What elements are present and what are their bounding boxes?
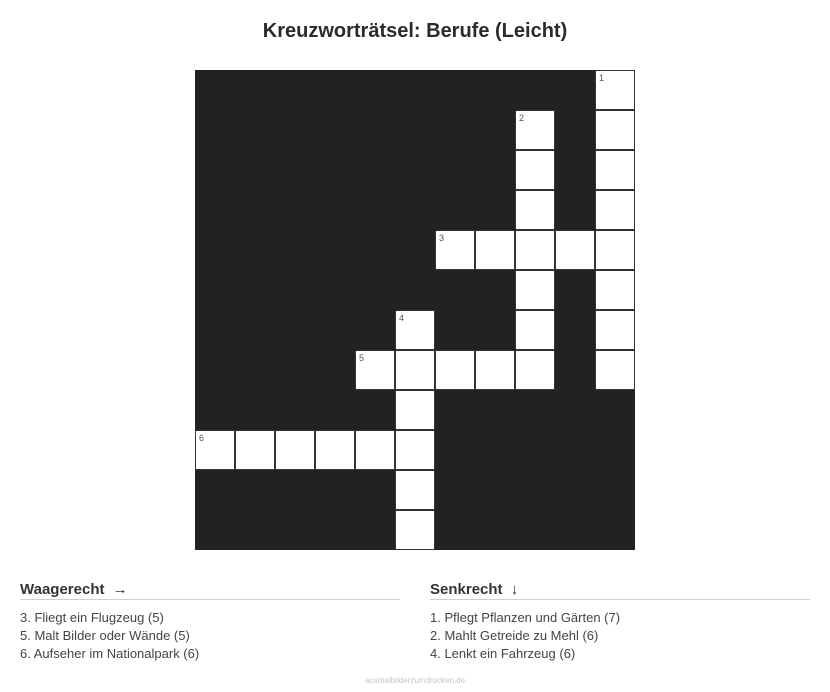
across-heading-label: Waagerecht — [20, 581, 105, 598]
grid-cell[interactable] — [355, 350, 395, 390]
grid-cell[interactable] — [595, 190, 635, 230]
grid-cell[interactable] — [235, 430, 275, 470]
grid-cell[interactable] — [595, 230, 635, 270]
grid-cell[interactable] — [395, 510, 435, 550]
across-heading — [20, 581, 400, 600]
grid-cell[interactable] — [395, 310, 435, 350]
crossword-grid — [195, 70, 635, 550]
footer-credit: ausmalbilderzumdrucken.de — [364, 676, 466, 685]
clue-number: 2 — [519, 113, 525, 123]
clue-number: 1 — [599, 73, 605, 83]
grid-cell[interactable] — [395, 390, 435, 430]
grid-cell[interactable] — [595, 310, 635, 350]
across-clues — [20, 581, 400, 663]
clue-number: 4 — [399, 313, 405, 323]
across-clue: 6. Aufseher im Nationalpark (6) — [20, 646, 200, 661]
grid-cell[interactable] — [595, 350, 635, 390]
grid-cell[interactable] — [395, 470, 435, 510]
grid-cell[interactable] — [595, 110, 635, 150]
grid-cell[interactable] — [475, 230, 515, 270]
grid-cell[interactable] — [275, 430, 315, 470]
grid-cell[interactable] — [595, 70, 635, 110]
grid-cell[interactable] — [435, 230, 475, 270]
grid-cell[interactable] — [515, 310, 555, 350]
down-heading-label: Senkrecht — [430, 581, 503, 598]
grid-cell[interactable] — [515, 230, 555, 270]
grid-cell[interactable] — [555, 230, 595, 270]
right-arrow-icon: → — [112, 581, 128, 598]
clue-number: 5 — [359, 353, 365, 363]
grid-cell[interactable] — [475, 350, 515, 390]
down-arrow-icon: ↓ — [510, 581, 519, 598]
grid-cell[interactable] — [395, 350, 435, 390]
grid-cell[interactable] — [515, 190, 555, 230]
grid-cell[interactable] — [435, 350, 475, 390]
grid-cell[interactable] — [595, 270, 635, 310]
grid-cell[interactable] — [595, 150, 635, 190]
grid-cell[interactable] — [395, 430, 435, 470]
down-clue: 1. Pflegt Pflanzen und Gärten (7) — [430, 610, 621, 625]
grid-cell[interactable] — [355, 430, 395, 470]
page-title: Kreuzworträtsel: Berufe (Leicht) — [262, 20, 568, 42]
grid-cell[interactable] — [515, 270, 555, 310]
down-clue: 4. Lenkt ein Fahrzeug (6) — [430, 646, 576, 661]
clue-number: 6 — [199, 433, 205, 443]
grid-cell[interactable] — [315, 430, 355, 470]
grid-cell[interactable] — [515, 350, 555, 390]
grid-cell[interactable] — [195, 430, 235, 470]
down-heading — [430, 581, 810, 600]
across-clue: 3. Fliegt ein Flugzeug (5) — [20, 610, 164, 625]
across-clue: 5. Malt Bilder oder Wände (5) — [20, 628, 190, 643]
grid-cell[interactable] — [515, 110, 555, 150]
down-clue: 2. Mahlt Getreide zu Mehl (6) — [430, 628, 599, 643]
clue-number: 3 — [439, 233, 445, 243]
grid-cell[interactable] — [515, 150, 555, 190]
down-clues — [430, 581, 810, 663]
